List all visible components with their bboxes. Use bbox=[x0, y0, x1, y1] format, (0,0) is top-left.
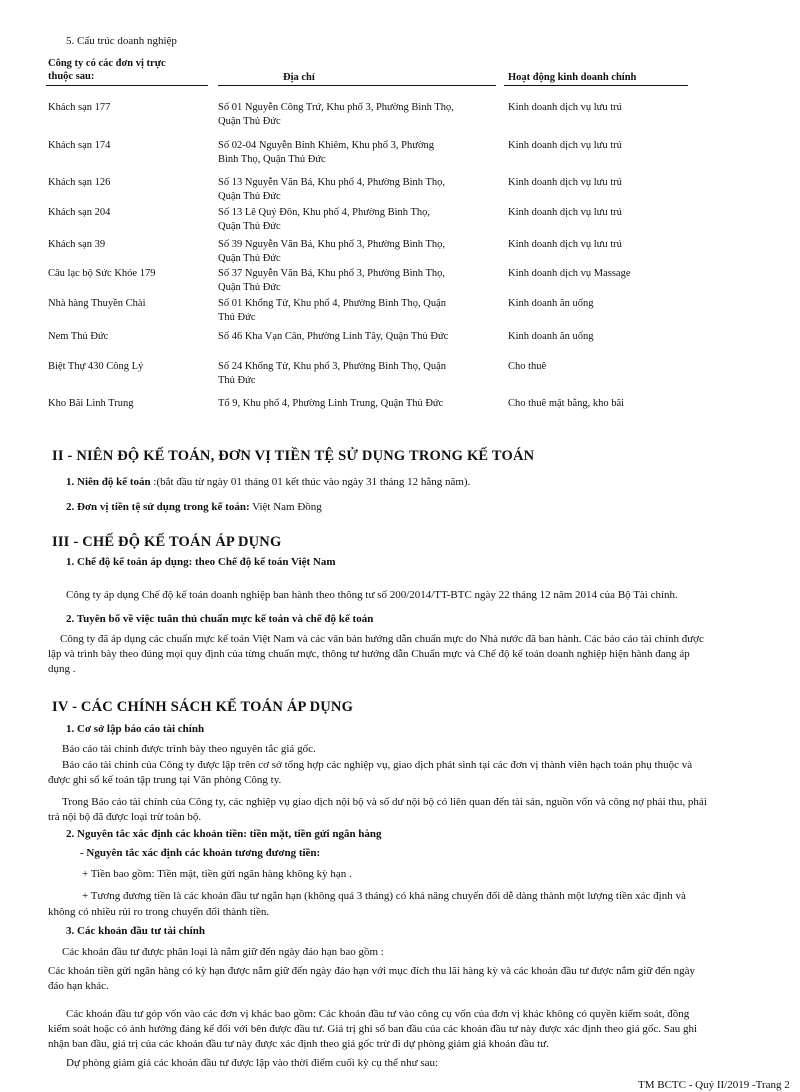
unit-activity: Kinh doanh dịch vụ lưu trú bbox=[508, 239, 622, 250]
unit-name: Khách sạn 174 bbox=[48, 140, 111, 151]
section3-heading: III - CHẾ ĐỘ KẾ TOÁN ÁP DỤNG bbox=[52, 534, 282, 550]
unit-address-line: Số 13 Lê Quý Đôn, Khu phố 4, Phường Bình Thọ, bbox=[218, 207, 431, 218]
unit-address-line: Quận Thủ Đức bbox=[218, 191, 281, 202]
section4-paragraph: nhận ban đầu, giá trị của các khoản đầu tư này được xác định theo giá gốc trừ đi dự phòng giảm giá khoản đầu tư. bbox=[48, 1038, 549, 1050]
unit-activity: Kinh doanh dịch vụ lưu trú bbox=[508, 140, 622, 151]
unit-address bbox=[218, 206, 498, 234]
section3-item2: 2. Tuyên bố về việc tuân thủ chuẩn mực kế toán và chế độ kế toán bbox=[66, 613, 374, 625]
page-footer: TM BCTC - Quý II/2019 -Trang 2 bbox=[638, 1079, 790, 1091]
header-underline bbox=[504, 85, 688, 86]
section3-item2-line: lập và trình bày theo đúng mọi quy định của từng chuẩn mực, thông tư hướng dẫn Chuẩn mực và Chế độ kế toán doanh nghiệp hiện hành đang áp bbox=[48, 648, 690, 660]
section4-paragraph: Dự phòng giảm giá các khoản đầu tư được lập vào thời điểm cuối kỳ cụ thể như sau: bbox=[66, 1057, 439, 1069]
unit-name: Khách sạn 204 bbox=[48, 207, 111, 218]
column-header-address: Địa chỉ bbox=[283, 72, 315, 83]
unit-activity: Kinh doanh ăn uống bbox=[508, 331, 594, 342]
currency-line bbox=[66, 500, 322, 514]
unit-address bbox=[218, 238, 498, 266]
section2-heading: II - NIÊN ĐỘ KẾ TOÁN, ĐƠN VỊ TIỀN TỆ SỬ DỤNG TRONG KẾ TOÁN bbox=[52, 448, 535, 464]
fiscal-year-label: 1. Niên độ kế toán bbox=[66, 476, 151, 488]
unit-name: Biệt Thự 430 Công Lý bbox=[48, 361, 144, 372]
section4-paragraph: đáo hạn khác. bbox=[48, 980, 109, 992]
unit-address-line: Thủ Đức bbox=[218, 312, 256, 323]
header-underline bbox=[218, 85, 496, 86]
column-header-unit-2: thuộc sau: bbox=[48, 71, 95, 82]
unit-address-line: Số 01 Khổng Tử, Khu phố 4, Phường Bình Thọ, Quận bbox=[218, 298, 447, 309]
section4-item3: 3. Các khoản đầu tư tài chính bbox=[66, 925, 205, 937]
section3-item1-text: Công ty áp dụng Chế độ kế toán doanh nghiệp ban hành theo thông tư số 200/2014/TT-BTC ngày 22 tháng 12 năm 2014 của Bộ Tài chính. bbox=[66, 589, 678, 601]
unit-name: Khách sạn 39 bbox=[48, 239, 106, 250]
unit-address-line: Số 46 Kha Vạn Cân, Phường Linh Tây, Quận Thủ Đức bbox=[218, 331, 449, 342]
currency-label: 2. Đơn vị tiền tệ sử dụng trong kế toán: bbox=[66, 501, 250, 513]
unit-address-line: Tổ 9, Khu phố 4, Phường Linh Trung, Quận Thủ Đức bbox=[218, 398, 444, 409]
section4-item2-sub: - Nguyên tắc xác định các khoản tương đương tiền: bbox=[80, 847, 321, 859]
section4-bullet: + Tiền bao gồm: Tiền mặt, tiền gửi ngân hàng không kỳ hạn . bbox=[82, 868, 352, 880]
section4-paragraph: Báo cáo tài chính của Công ty được lập trên cơ sở tổng hợp các nghiệp vụ, giao dịch phát sinh tại các đơn vị thành viên hạch toán phụ thuộc và bbox=[62, 759, 693, 771]
section4-bullet: + Tương đương tiền là các khoản đầu tư ngắn hạn (không quá 3 tháng) có khả năng chuyển đổi dễ dàng thành một lượng tiền xác định và bbox=[82, 890, 686, 902]
unit-address-line: Quận Thủ Đức bbox=[218, 253, 281, 264]
unit-address bbox=[218, 101, 498, 129]
section4-paragraph: Các khoản đầu tư được phân loại là nắm giữ đến ngày đáo hạn bao gồm : bbox=[62, 946, 384, 958]
unit-name: Khách sạn 177 bbox=[48, 102, 111, 113]
unit-address-line: Số 37 Nguyễn Văn Bá, Khu phố 3, Phường Bình Thọ, bbox=[218, 268, 445, 279]
section4-heading: IV - CÁC CHÍNH SÁCH KẾ TOÁN ÁP DỤNG bbox=[52, 699, 354, 715]
unit-address-line: Quận Thủ Đức bbox=[218, 221, 281, 232]
column-header-activity: Hoạt động kinh doanh chính bbox=[508, 72, 637, 83]
section4-item2: 2. Nguyên tắc xác định các khoản tiền: tiền mặt, tiền gửi ngân hàng bbox=[66, 828, 382, 840]
header-underline bbox=[46, 85, 208, 86]
unit-address-line: Thủ Đức bbox=[218, 375, 256, 386]
unit-address-line: Quận Thủ Đức bbox=[218, 116, 281, 127]
unit-address bbox=[218, 176, 498, 204]
unit-address bbox=[218, 297, 498, 325]
unit-address bbox=[218, 267, 498, 295]
section4-item1: 1. Cơ sở lập báo cáo tài chính bbox=[66, 723, 205, 735]
section4-paragraph: kiểm soát hoặc có ảnh hưởng đáng kể đối với bên được đầu tư. Giá trị ghi sổ ban đầu của các khoản đầu tư này được xác định theo giá gốc. Sau ghi bbox=[48, 1023, 698, 1035]
section4-paragraph: Báo cáo tài chính được trình bày theo nguyên tắc giá gốc. bbox=[62, 743, 316, 755]
unit-activity: Kinh doanh dịch vụ lưu trú bbox=[508, 102, 622, 113]
unit-activity: Kinh doanh ăn uống bbox=[508, 298, 594, 309]
unit-name: Nem Thủ Đức bbox=[48, 331, 109, 342]
unit-activity: Kinh doanh dịch vụ lưu trú bbox=[508, 207, 622, 218]
unit-address-line: Số 01 Nguyễn Công Trứ, Khu phố 3, Phường Bình Thọ, bbox=[218, 102, 454, 113]
unit-activity: Kinh doanh dịch vụ lưu trú bbox=[508, 177, 622, 188]
fiscal-year-line bbox=[66, 475, 470, 489]
currency-text: Việt Nam Đồng bbox=[249, 501, 322, 513]
unit-address-line: Quận Thủ Đức bbox=[218, 282, 281, 293]
column-header-unit-1: Công ty có các đơn vị trực bbox=[48, 58, 166, 69]
unit-name: Kho Bãi Linh Trung bbox=[48, 398, 134, 409]
section4-paragraph: Các khoản đầu tư góp vốn vào các đơn vị khác bao gồm: Các khoản đầu tư vào công cụ vốn của đơn vị khác không có quyền kiểm soát, đồng bbox=[66, 1008, 690, 1020]
unit-address bbox=[218, 330, 498, 344]
fiscal-year-text: :(bắt đầu từ ngày 01 tháng 01 kết thúc vào ngày 31 tháng 12 hằng năm). bbox=[150, 476, 471, 488]
unit-name: Nhà hàng Thuyền Chài bbox=[48, 298, 146, 309]
section3-item1: 1. Chế độ kế toán áp dụng: theo Chế độ kế toán Việt Nam bbox=[66, 556, 336, 568]
unit-name: Khách sạn 126 bbox=[48, 177, 111, 188]
section3-item2-line: dụng . bbox=[48, 663, 76, 675]
unit-address bbox=[218, 397, 498, 411]
unit-address-line: Số 39 Nguyễn Văn Bá, Khu phố 3, Phường Bình Thọ, bbox=[218, 239, 445, 250]
unit-address-line: Bình Thọ, Quận Thủ Đức bbox=[218, 154, 326, 165]
section4-paragraph: trả nội bộ đã được loại trừ toàn bộ. bbox=[48, 811, 202, 823]
section4-paragraph: Trong Báo cáo tài chính của Công ty, các nghiệp vụ giao dịch nội bộ và số dư nội bộ có liên quan đến tài sản, nguồn vốn và công nợ phải thu, phải bbox=[62, 796, 707, 808]
unit-address-line: Số 13 Nguyễn Văn Bá, Khu phố 4, Phường Bình Thọ, bbox=[218, 177, 445, 188]
section3-item2-line: Công ty đã áp dụng các chuẩn mực kế toán Việt Nam và các văn bản hướng dẫn chuẩn mực do Nhà nước đã ban hành. Các báo cáo tài chính được bbox=[60, 633, 704, 645]
unit-address-line: Số 24 Khổng Tử, Khu phố 3, Phường Bình Thọ, Quận bbox=[218, 361, 447, 372]
section4-bullet: không có nhiều rủi ro trong chuyển đổi thành tiền. bbox=[48, 906, 270, 918]
unit-activity: Cho thuê bbox=[508, 361, 547, 372]
section4-paragraph: được ghi sổ kế toán tập trung tại Văn phòng Công ty. bbox=[48, 774, 282, 786]
unit-name: Câu lạc bộ Sức Khỏe 179 bbox=[48, 268, 156, 279]
unit-activity: Kinh doanh dịch vụ Massage bbox=[508, 268, 631, 279]
section5-title: 5. Cấu trúc doanh nghiệp bbox=[66, 35, 177, 47]
unit-activity: Cho thuê mặt bằng, kho bãi bbox=[508, 398, 625, 409]
unit-address bbox=[218, 360, 498, 388]
unit-address-line: Số 02-04 Nguyễn Bỉnh Khiêm, Khu phố 3, Phường bbox=[218, 140, 434, 151]
unit-address bbox=[218, 139, 498, 167]
section4-paragraph: Các khoản tiền gửi ngân hàng có kỳ hạn được nắm giữ đến ngày đáo hạn với mục đích thu lãi hàng kỳ và các khoản đầu tư được nắm giữ đến ngày bbox=[48, 965, 696, 977]
